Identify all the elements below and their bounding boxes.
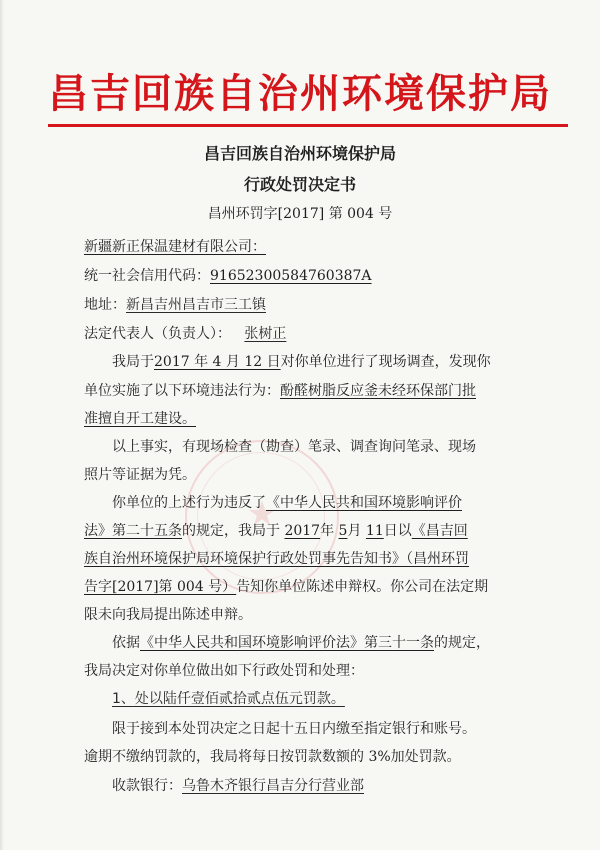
text-segment: 逾期不缴纳罚款的，我局将每日按罚款数额的 3%加处罚款。 — [84, 749, 461, 765]
text-segment: 的规定， — [434, 635, 490, 651]
letterhead-divider — [48, 124, 568, 127]
text-segment: 日以 — [383, 523, 412, 539]
para5-line2 — [84, 748, 574, 766]
text-segment: 限未向我局提出陈述申辩。 — [84, 607, 252, 623]
address-label: 地址： — [84, 297, 126, 313]
para4-line1 — [112, 634, 574, 652]
text-segment: 年 — [320, 523, 335, 539]
penalty-amount: 1、处以陆仟壹佰贰拾贰点伍元罚款。 — [112, 691, 345, 707]
notice-month: 5 — [338, 523, 348, 539]
text-segment: 我局决定对你单位做出如下行政处罚和处理： — [84, 663, 364, 679]
address-line — [84, 296, 574, 314]
doc-number: 昌州环罚字[2017] 第 004 号 — [207, 206, 393, 222]
address-value: 新昌吉州昌吉市三工镇 — [126, 297, 266, 313]
bank-name: 乌鲁木齐银行昌吉分行营业部 — [182, 778, 364, 794]
legal-rep-line — [84, 325, 574, 343]
bank-label: 收款银行： — [112, 778, 182, 794]
text-segment: 照片等证据为凭。 — [84, 467, 196, 483]
legal-rep-name: 张树正 — [244, 326, 287, 342]
seal-star-icon: ★ — [246, 494, 278, 534]
violation-text-cont: 准擅自开工建设。 — [84, 411, 196, 427]
para3-line3 — [84, 550, 574, 568]
para3-line2 — [84, 522, 574, 540]
penalty-item — [112, 690, 574, 708]
text-segment: 的规定，我局于 — [182, 523, 280, 539]
faded-seal-stamp — [185, 440, 339, 594]
para3-line4 — [84, 578, 574, 596]
para1-line3 — [84, 410, 574, 428]
company-name: 新疆新正保温建材有限公司： — [84, 239, 266, 255]
text-segment: 单位实施了以下环境违法行为： — [84, 383, 280, 399]
company-line — [84, 238, 574, 256]
legal-rep-label: 法定代表人（负责人）： — [84, 326, 231, 342]
scan-edge — [0, 0, 4, 850]
investigation-date: 2017 年 4 月 12 日 — [154, 354, 281, 370]
credit-code-line — [84, 267, 574, 285]
notice-title: 《昌吉回 — [411, 523, 468, 539]
notice-title-cont: 族自治州环境保护局环境保护行政处罚事先告知书》（昌州环罚 — [84, 551, 469, 567]
text-segment: 月 — [347, 523, 362, 539]
doc-type-title: 行政处罚决定书 — [243, 175, 356, 194]
text-segment: 我局于 — [112, 354, 154, 370]
text-segment: 以上事实，有现场检查（勘查）笔录、调查询问笔录、现场 — [112, 439, 476, 455]
credit-code-value: 91652300584760387A — [210, 268, 372, 284]
text-segment: 你单位的上述行为违反了 — [112, 495, 266, 511]
para1-line1 — [112, 353, 574, 371]
bank-line — [112, 777, 574, 795]
para2-line2 — [84, 466, 574, 484]
law-article: 法》第二十五条 — [84, 523, 182, 539]
credit-code-label: 统一社会信用代码： — [84, 268, 210, 284]
text-segment: 告知你单位陈述申辩权。你公司在法定期 — [236, 579, 489, 595]
doc-org-name: 昌吉回族自治州环境保护局 — [203, 144, 396, 163]
text-segment: 依据 — [112, 635, 140, 651]
para3-line5 — [84, 606, 574, 624]
text-segment: 对你单位进行了现场调查，发现你 — [280, 354, 491, 370]
para3-line1 — [112, 494, 574, 512]
para5-line1 — [112, 720, 574, 738]
para4-line2 — [84, 662, 574, 680]
letterhead-title: 昌吉回族自治州环境保护局 — [48, 70, 552, 117]
violation-text: 酚醛树脂反应釜未经环保部门批 — [280, 383, 476, 399]
notice-year: 2017 — [284, 523, 321, 539]
basis-law: 《中华人民共和国环境影响评价法》第三十一条 — [140, 635, 434, 651]
law-name: 《中华人民共和国环境影响评价 — [266, 495, 462, 511]
para1-line2 — [84, 382, 574, 400]
text-segment: 限于接到本处罚决定之日起十五日内缴至指定银行和账号。 — [112, 721, 476, 737]
para2-line1 — [112, 438, 574, 456]
notice-day: 11 — [365, 523, 384, 539]
notice-number: 告字[2017]第 004 号） — [84, 579, 237, 595]
